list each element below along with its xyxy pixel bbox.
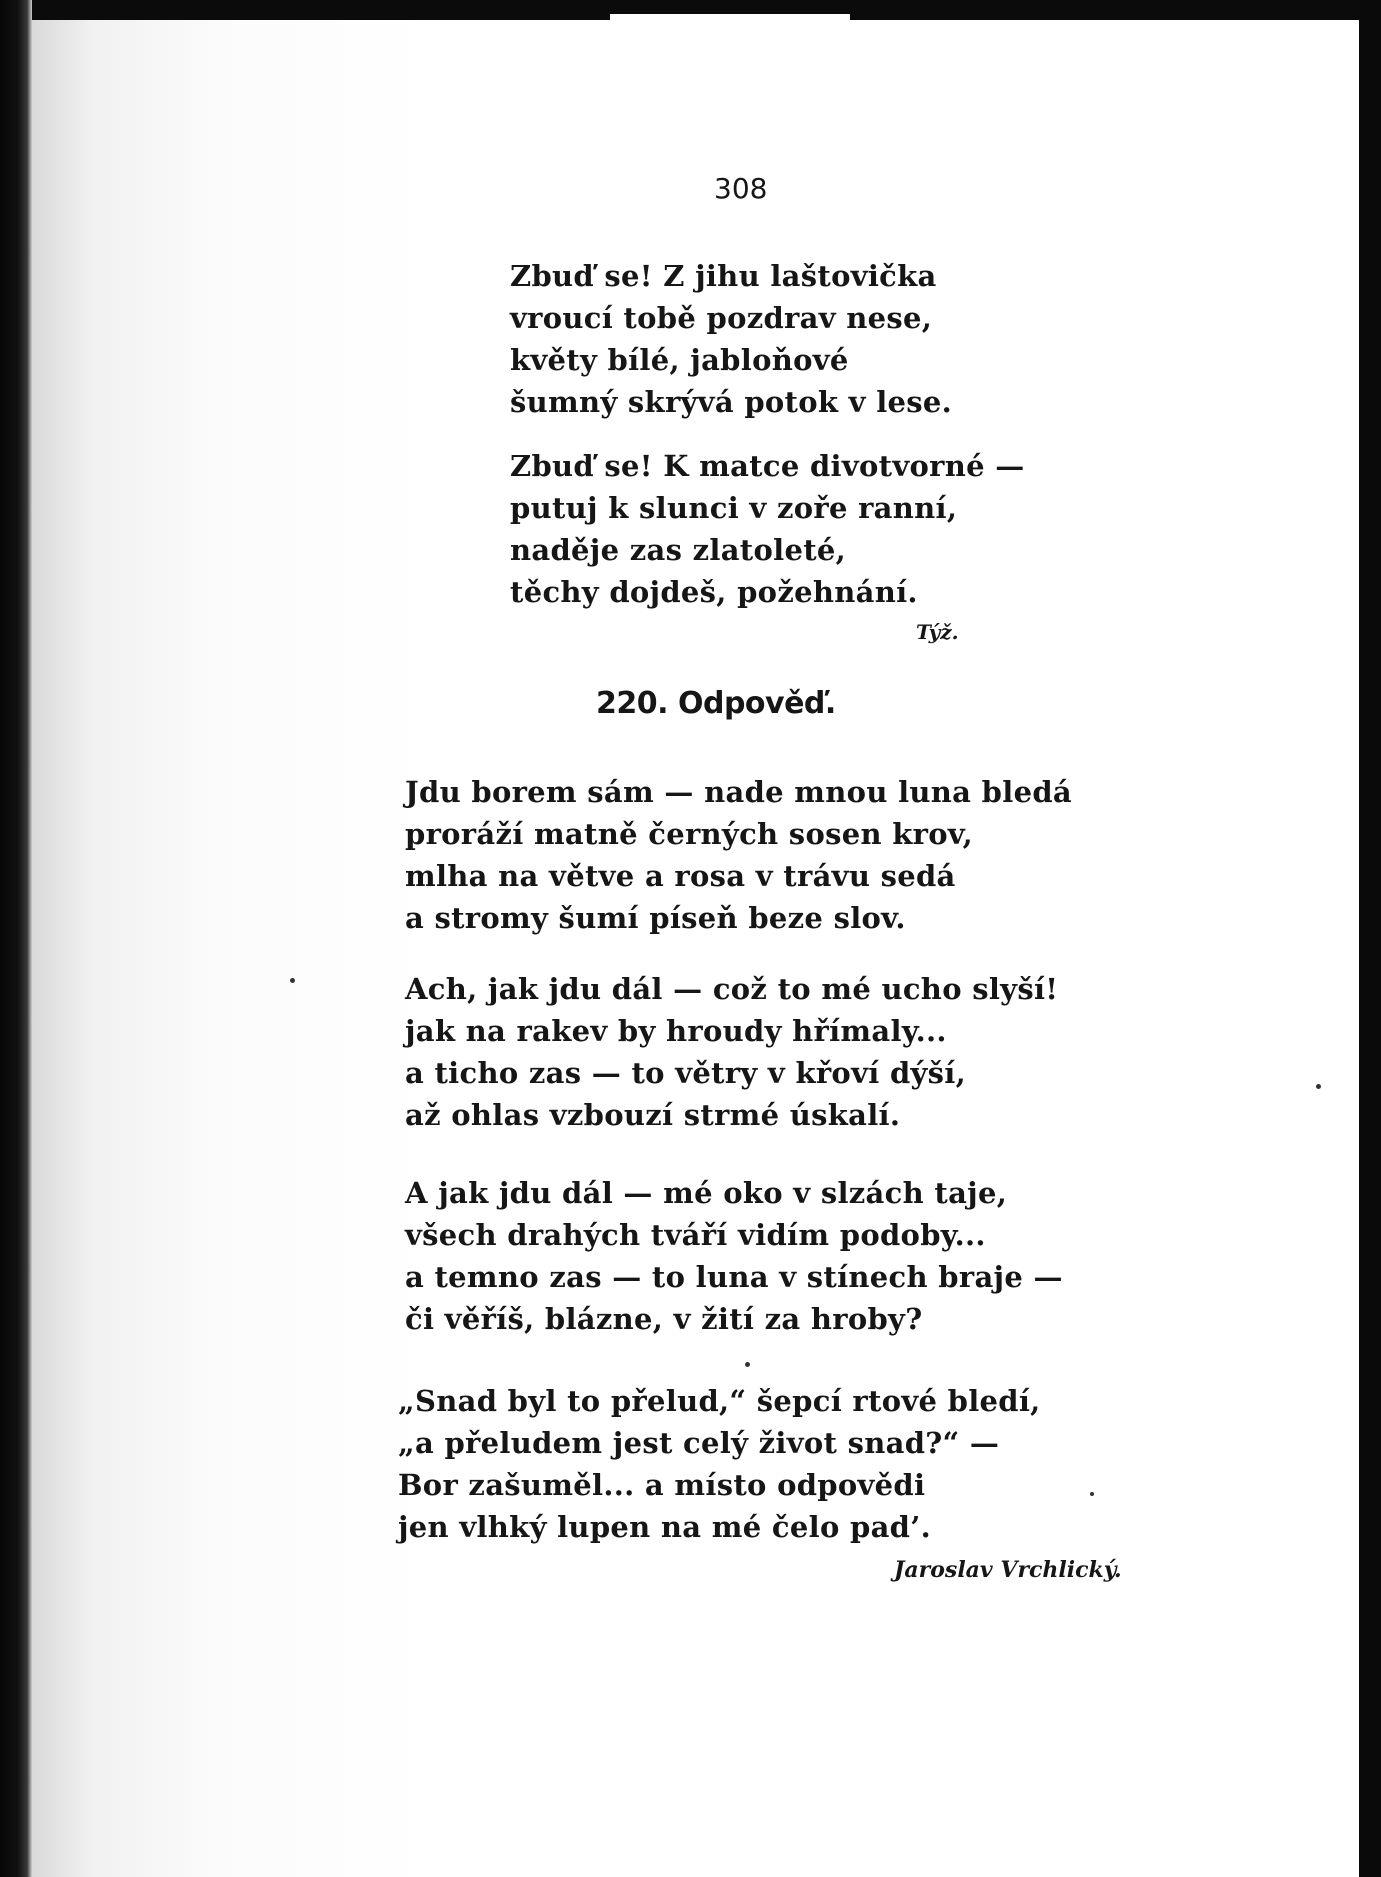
poem-line: Zbuď se! Z jihu laštovička [510,259,937,293]
scan-speck [1316,1084,1321,1089]
page-number: 308 [714,172,768,205]
poem-signature: Týž. [916,620,959,644]
poem-line: a stromy šumí píseň beze slov. [405,901,906,935]
poem-line: A jak jdu dál — mé oko v slzách taje, [405,1176,1008,1210]
poem-line: jak na rakev by hroudy hřímaly... [405,1014,947,1048]
poem-line: proráží matně černých sosen krov, [405,817,974,851]
poem-line: putuj k slunci v zoře ranní, [510,491,958,525]
scan-speck [1090,1492,1094,1496]
scan-speck [745,1362,750,1367]
poem-line: Ach, jak jdu dál — což to mé ucho slyší! [405,972,1059,1006]
poem-line: mlha na větve a rosa v trávu sedá [405,859,956,893]
poem-line: vroucí tobě pozdrav nese, [510,301,933,335]
poem-heading: 220. Odpověď. [596,686,836,721]
scan-border-top [0,0,1381,20]
scan-speck [290,978,295,983]
poem-line: „Snad byl to přelud,“ šepcí rtové bledí, [398,1384,1041,1418]
poem-line: těchy dojdeš, požehnání. [510,575,918,609]
poem-line: Jdu borem sám — nade mnou luna bledá [405,775,1072,809]
poem-line: jen vlhký lupen na mé čelo pad’. [398,1510,932,1544]
poem-line: Zbuď se! K matce divotvorné — [510,449,1025,483]
poem-line: až ohlas vzbouzí strmé úskalí. [405,1098,901,1132]
scan-border-left [0,0,32,1877]
poem-signature: Jaroslav Vrchlický. [894,1557,1122,1583]
poem-line: a temno zas — to luna v stínech braje — [405,1260,1063,1294]
poem-line: a ticho zas — to větry v křoví dýší, [405,1056,967,1090]
poem-line: šumný skrývá potok v lese. [510,385,953,419]
poem-line: květy bílé, jabloňové [510,343,849,377]
poem-line: či věříš, blázne, v žití za hroby? [405,1302,923,1336]
poem-line: Bor zašuměl... a místo odpovědi [398,1468,926,1502]
poem-line: všech drahých tváří vidím podoby... [405,1218,986,1252]
scan-border-right [1359,0,1381,1877]
poem-line: naděje zas zlatoleté, [510,533,847,567]
poem-line: „a přeludem jest celý život snad?“ — [398,1426,1000,1460]
